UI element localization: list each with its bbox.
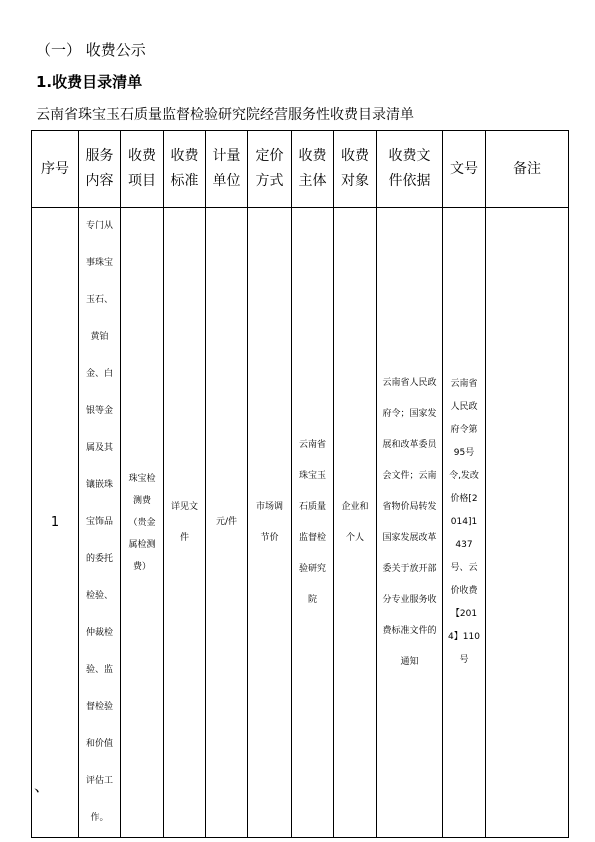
column-header-remark: 备注 bbox=[486, 131, 569, 208]
cell-pricing: 市场调节价 bbox=[248, 208, 292, 838]
column-header-service: 服务内容 bbox=[79, 131, 121, 208]
cell-doc-no: 云南省人民政府令第95号令,发改价格[2014]1437号、云价收费【2014】110号 bbox=[443, 208, 486, 838]
column-header-target: 收费对象 bbox=[334, 131, 377, 208]
section-heading: （一） 收费公示 bbox=[36, 41, 146, 59]
sub-heading: 1.收费目录清单 bbox=[36, 73, 143, 91]
cell-standard: 详见文件 bbox=[164, 208, 206, 838]
cell-subject: 云南省珠宝玉石质量监督检验研究院 bbox=[292, 208, 334, 838]
column-header-doc-no: 文号 bbox=[443, 131, 486, 208]
cell-basis: 云南省人民政府令；国家发展和改革委员会文件；云南省物价局转发国家发展改革委关于放开部分专业服务收费标准文件的通知 bbox=[377, 208, 443, 838]
trailing-mark: 、 bbox=[34, 776, 51, 795]
table-title: 云南省珠宝玉石质量监督检验研究院经营服务性收费目录清单 bbox=[36, 107, 414, 123]
table-row bbox=[32, 208, 569, 838]
cell-item: 珠宝检测费（贵金属检测费） bbox=[121, 208, 164, 838]
cell-unit: 元/件 bbox=[206, 208, 248, 838]
column-header-subject: 收费主体 bbox=[292, 131, 334, 208]
cell-target: 企业和个人 bbox=[334, 208, 377, 838]
column-header-item: 收费项目 bbox=[121, 131, 164, 208]
cell-seq: 1 bbox=[32, 208, 79, 838]
column-header-pricing: 定价方式 bbox=[248, 131, 292, 208]
cell-remark bbox=[486, 208, 569, 838]
column-header-basis: 收费文件依据 bbox=[377, 131, 443, 208]
cell-service: 专门从事珠宝玉石、黄铂金、白银等金属及其镶嵌珠宝饰品的委托检验、仲裁检验、监督检验和价值评估工作。 bbox=[79, 208, 121, 838]
column-header-unit: 计量单位 bbox=[206, 131, 248, 208]
fee-catalog-table bbox=[31, 130, 569, 838]
column-header-standard: 收费标准 bbox=[164, 131, 206, 208]
column-header-seq: 序号 bbox=[32, 131, 79, 208]
table-header-row bbox=[32, 131, 569, 208]
